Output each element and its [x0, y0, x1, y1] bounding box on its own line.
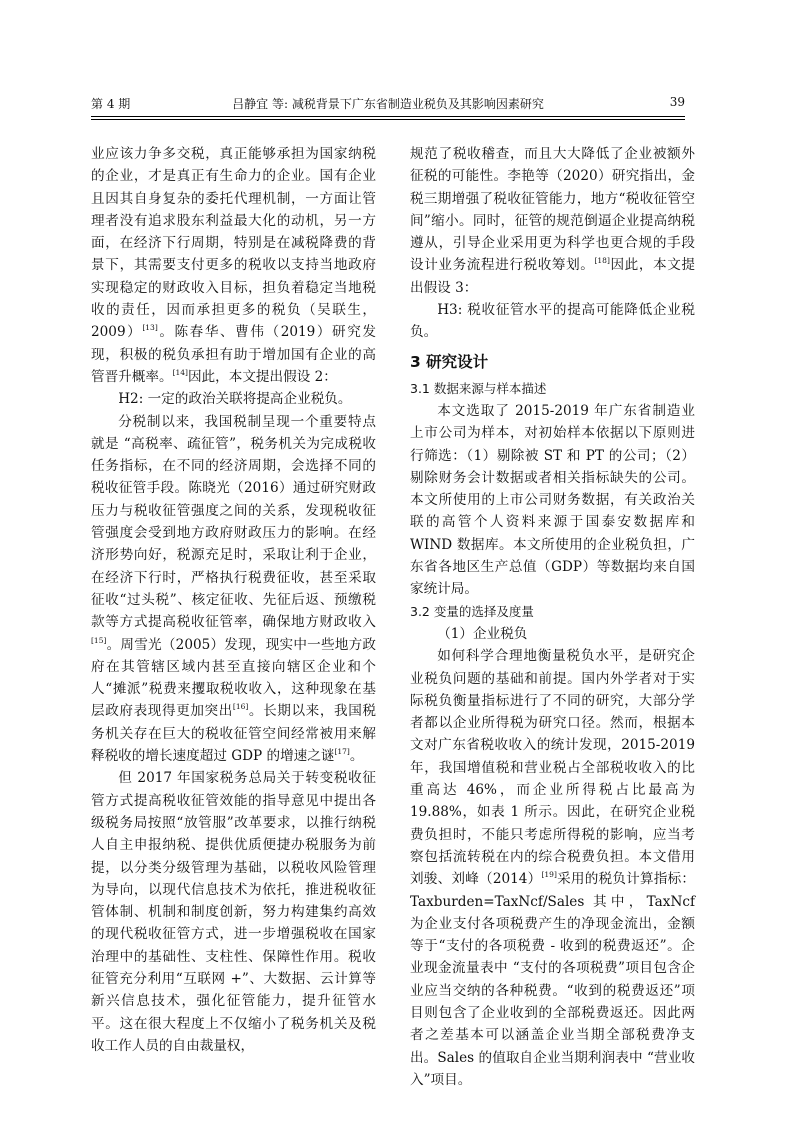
- citation-ref: [18]: [594, 256, 610, 266]
- section-heading: [410, 349, 695, 375]
- text-run: 业应该力争多交税，真正能够承担为国家纳税的企业，才是真正有生命力的企业。国有企业且因其自身复杂的委托代理机制，一方面让管理者没有追求股东利益最大化的动机，另一方面，在经济下行周期，特别是在减税降费的背景下，其需要支付更多的税收以支持当地政府实现稳定的财政收入目标，担负着稳定当地税收的责任，因而承担更多的税负（吴联生，2009）: [91, 146, 376, 341]
- list-item-heading: [410, 623, 695, 645]
- right-column: [410, 143, 695, 1091]
- text-run: 但 2017 年国家税务总局关于转变税收征管方式提高税收征管效能的指导意见中提出各级税务局按照“放管服”改革要求，以推行纳税人自主申报纳税、提供优质便捷办税服务为前提，以分类分级管理为基础，以税收风险管理为导向，以现代信息技术为依托，推进税收征管体制、机制和制度创新，努力构建集约高效的现代税收征管方式，进一步增强税收在国家治理中的基础性、支柱性、保障性作用。税收征管充分利用“互联网 +”、大数据、云计算等新兴信息技术，强化征管能力，提升征管水平。这在很大程度上不仅缩小了税务机关及税收工作人员的自由裁量权，: [91, 770, 376, 1054]
- left-column: [91, 143, 376, 1057]
- header-rule-thick: [91, 116, 685, 117]
- text-run: H2: 一定的政治关联将提高企业税负。: [118, 391, 352, 408]
- page-number: 39: [669, 95, 685, 109]
- hypothesis: [91, 388, 376, 410]
- text-run: 3.2 变量的选择及度量: [410, 603, 534, 619]
- subsection-heading: [410, 601, 695, 623]
- citation-ref: [14]: [172, 367, 188, 377]
- hypothesis: [410, 299, 695, 344]
- text-run: 3.1 数据来源与样本描述: [410, 380, 547, 396]
- text-run: 如何科学合理地衡量税负水平，是研究企业税负问题的基础和前提。国内外学者对于实际税负衡量指标进行了不同的研究，大部分学者都以企业所得税为研究口径。然而，根据本文对广东省税收收入的统计发现，2015-2019 年，我国增值税和营业税占全部税收收入的比重高达 46%，而企业所得税占比最高为 19.88%，如表 1 所示。因此，在研究企业税费负担时，不能只考虑所得税的影响，应当考察包括流转税在内的综合税费负担。本文借用刘骏、刘峰（2014）: [410, 648, 695, 888]
- text-run: 。陈春华、曹伟（2019）研究发现，积极的税负承担有助于增加国有企业的高管晋升概率。: [91, 324, 376, 385]
- text-run: 。: [349, 748, 364, 765]
- paragraph: [410, 400, 695, 601]
- text-run: H3: 税收征管水平的提高可能降低企业税负。: [410, 302, 695, 341]
- paragraph: [410, 143, 695, 299]
- text-run: 采用的税负计算指标：Taxburden=TaxNcf/Sales 其中，TaxNcf 为企业支付各项税费产生的净现金流出，金额等于“支付的各项税费 - 收到的税费返还”。企业现金流量表中 “支付的各项税费”项目包含企业应当交纳的各种税费。“收到的税费返还”项目则包含了企业收到的全部税费返还。因此两者之差基本可以涵盖企业当期全部税费净支出。Sales 的值取自企业当期利润表中 “营业收入”项目。: [410, 871, 695, 1088]
- citation-ref: [15]: [91, 635, 107, 645]
- paragraph: [91, 767, 376, 1057]
- text-run: 。长期以来，我国税务机关存在巨大的税收征管空间经常被用来解释税收的增长速度超过 GDP 的增速之谜: [91, 703, 376, 765]
- paragraph: [410, 645, 695, 1091]
- citation-ref: [19]: [541, 870, 557, 880]
- running-title: 吕静宜 等: 减税背景下广东省制造业税负及其影响因素研究: [232, 97, 544, 111]
- text-run: 因此，本文提出假设 3：: [410, 257, 696, 296]
- issue-label: 第 4 期: [91, 97, 131, 111]
- running-header: [91, 95, 685, 113]
- text-run: 分税制以来，我国税制呈现一个重要特点就是 “高税率、疏征管”，税务机关为完成税收任务指标，在不同的经济周期，会选择不同的税收征管手段。陈晓光（2016）通过研究财政压力与税收征管强度之间的关系，发现税收征管强度会受到地方政府财政压力的影响。在经济形势向好，税源充足时，采取让利于企业，在经济下行时，严格执行税费征收，甚至采取征收“过头税”、核定征收、先征后返、预缴税款等方式提高税收征管率，确保地方财政收入: [91, 413, 376, 631]
- subsection-heading: [410, 378, 695, 400]
- citation-ref: [16]: [232, 702, 249, 712]
- citation-ref: [17]: [334, 747, 350, 757]
- text-run: 规范了税收稽查，而且大大降低了企业被额外征税的可能性。李艳等（2020）研究指出，金税三期增强了税收征管能力，地方“税收征管空间”缩小。同时，征管的规范倒逼企业提高纳税遵从，引导企业采用更为科学也更合规的手段设计业务流程进行税收筹划。: [410, 146, 695, 274]
- text-run: （1）企业税负: [437, 625, 528, 642]
- text-run: 3 研究设计: [410, 352, 489, 371]
- citation-ref: [13]: [142, 323, 158, 333]
- text-run: 本文选取了 2015-2019 年广东省制造业上市公司为样本，对初始样本依据以下原则进行筛选：（1）剔除被 ST 和 PT 的公司；（2）剔除财务会计数据或者相关指标缺失的公司。本文所使用的上市公司财务数据，有关政治关联的高管个人资料来源于国泰安数据库和 WIND 数据库。本文所使用的企业税负担，广东省各地区生产总值（GDP）等数据均来自国家统计局。: [410, 402, 695, 598]
- paragraph: [91, 411, 376, 768]
- header-rule-thin: [91, 119, 685, 120]
- text-run: 。周雪光（2005）发现，现实中一些地方政府在其管辖区域内甚至直接向辖区企业和个人“摊派”税费来攫取税收收入，这种现象在基层政府表现得更加突出: [91, 636, 376, 720]
- paragraph: [91, 143, 376, 388]
- text-run: 因此，本文提出假设 2：: [187, 368, 337, 385]
